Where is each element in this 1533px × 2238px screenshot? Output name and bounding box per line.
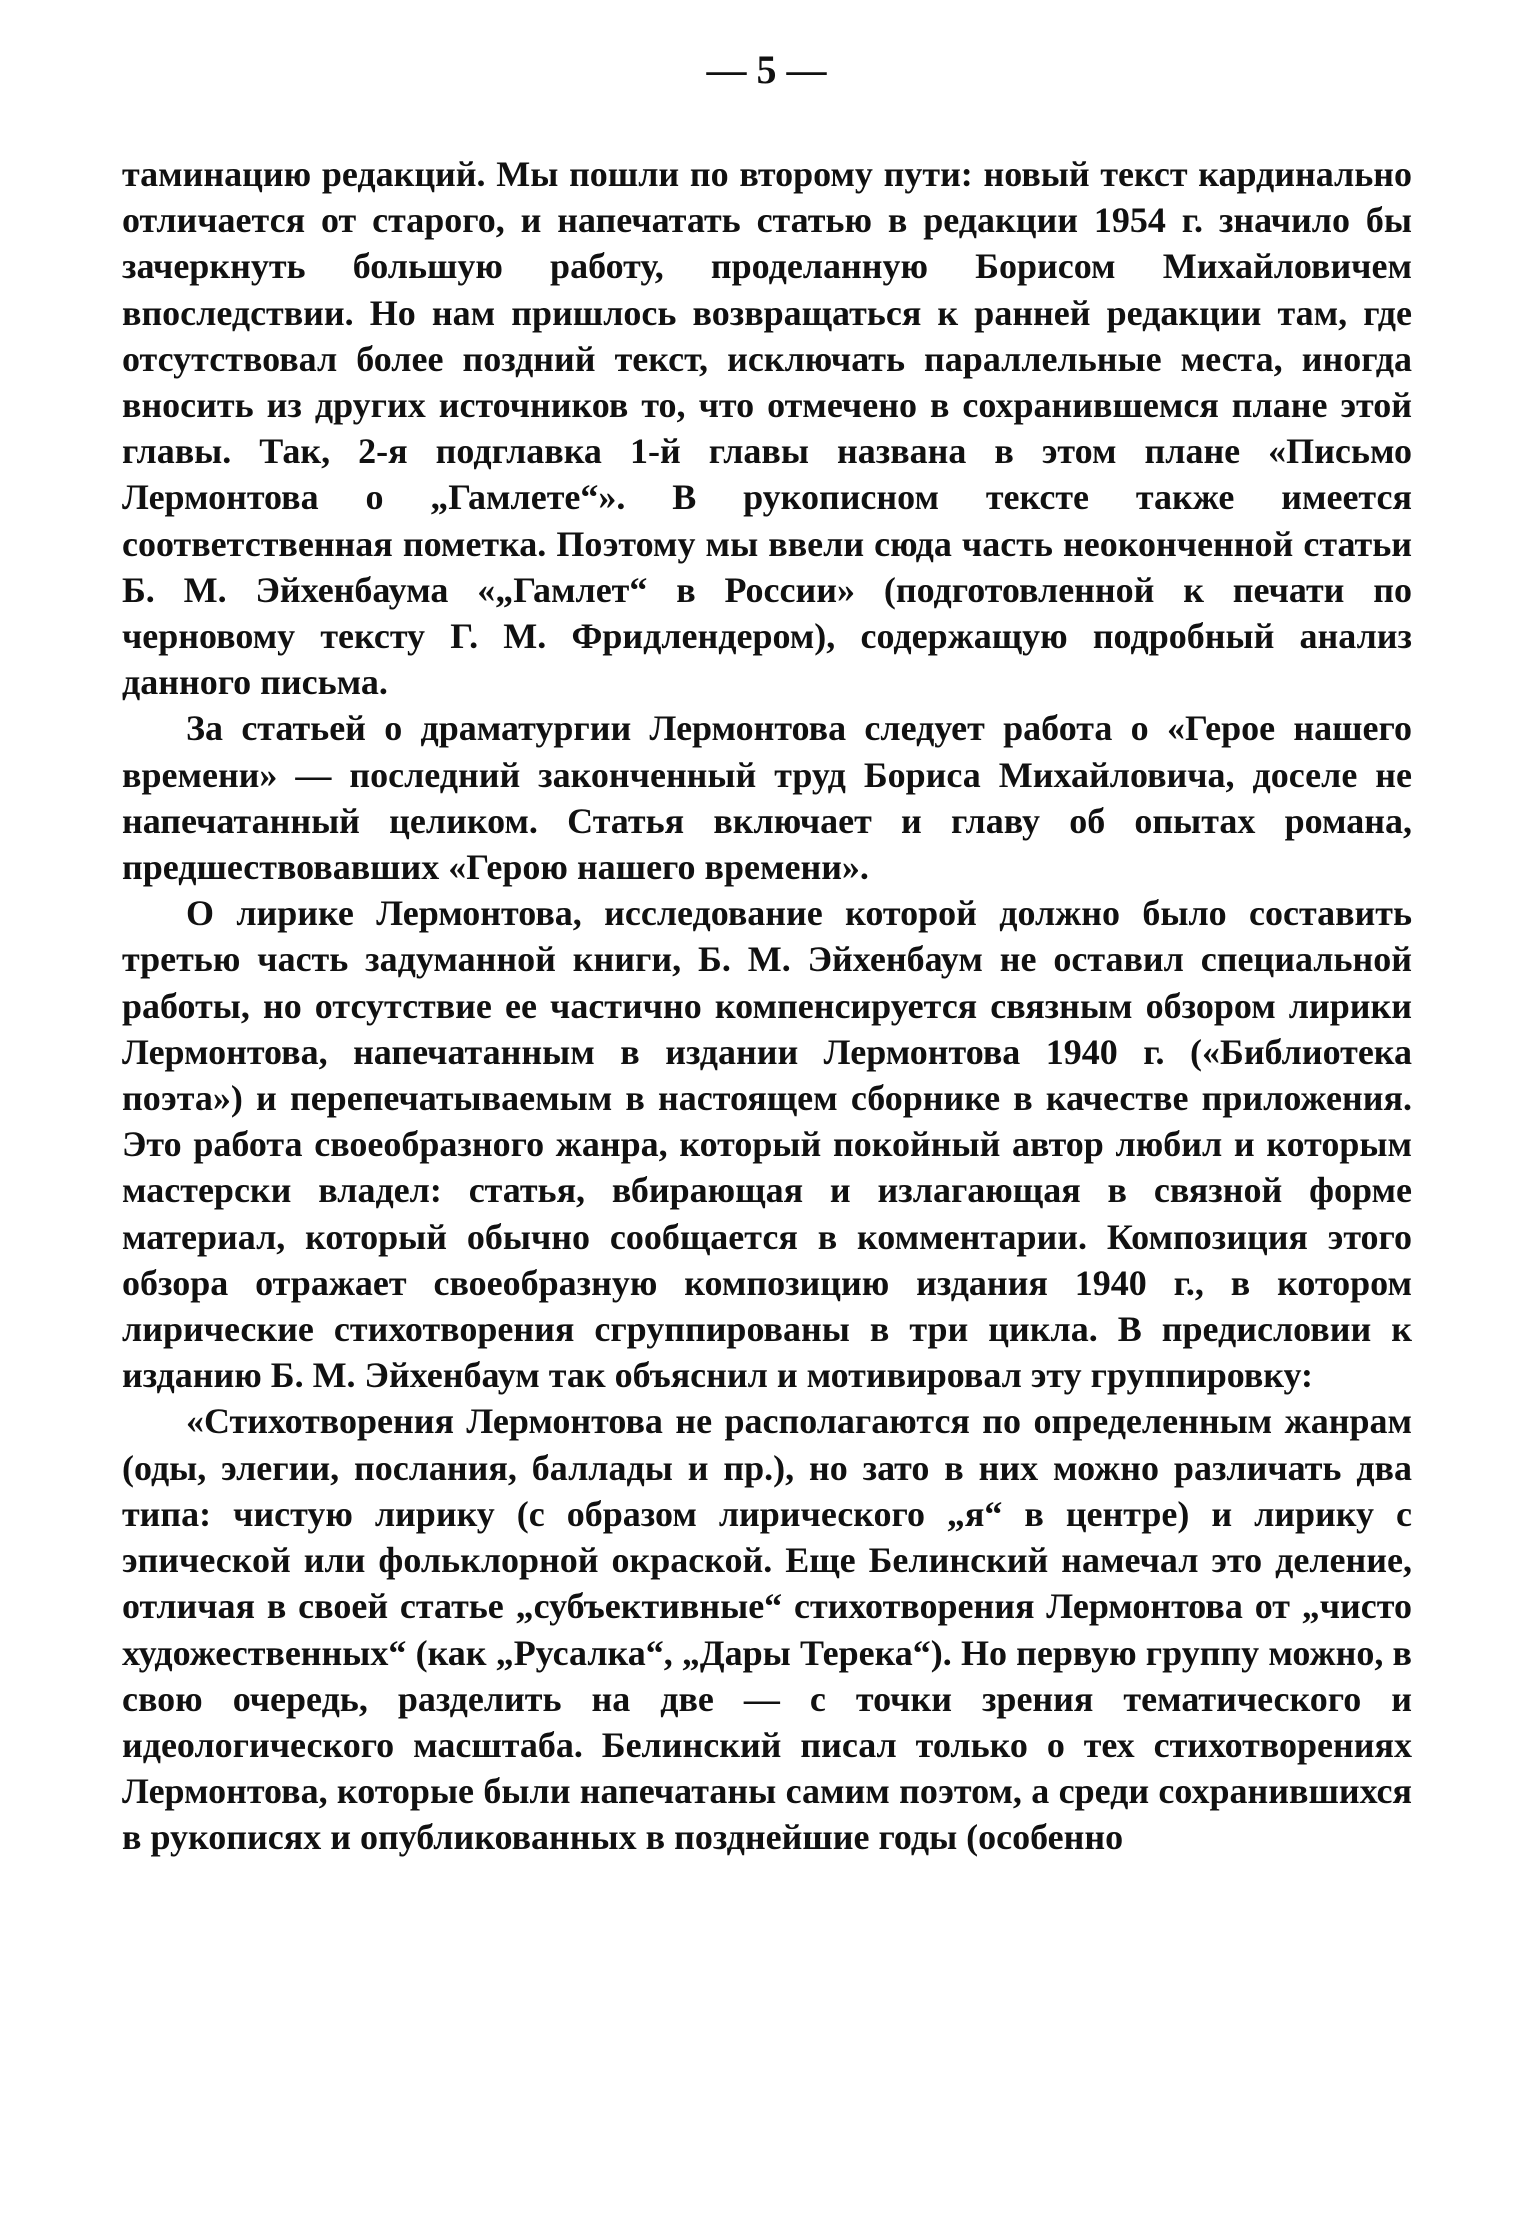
paragraph: За статьей о драматургии Лермонтова следует работа о «Герое нашего времени» — последний законченный труд Бориса Михайловича, доселе не напечатанный целиком. Статья включает и главу об опытах романа, предшествовавших «Герою нашего времени». bbox=[122, 708, 1412, 888]
body-text bbox=[122, 151, 1412, 2211]
paragraph: таминацию редакций. Мы пошли по второму пути: новый текст кардинально отличается от старого, и напечатать статью в редакции 1954 г. значило бы зачеркнуть большую работу, проделанную Борисом Михайловичем впоследствии. Но нам пришлось возвращаться к ранней редакции там, где отсутствовал более поздний текст, исключать параллельные места, иногда вносить из других источников то, что отмечено в сохранившемся плане этой главы. Так, 2-я подглавка 1-й главы названа в этом плане «Письмо Лермонтова о „Гамлете“». В рукописном тексте также имеется соответственная пометка. Поэтому мы ввели сюда часть неоконченной статьи Б. М. Эйхенбаума «„Гамлет“ в России» (подготовленной к печати по черновому тексту Г. М. Фридлендером), содержащую подробный анализ данного письма. bbox=[122, 154, 1412, 703]
paragraph: О лирике Лермонтова, исследование которой должно было составить третью часть задуманной книги, Б. М. Эйхенбаум не оставил специальной работы, но отсутствие ее частично компенсируется связным обзором лирики Лермонтова, напечатанным в издании Лермонтова 1940 г. («Библиотека поэта») и перепечатываемым в настоящем сборнике в качестве приложения. Это работа своеобразного жанра, который покойный автор любил и которым мастерски владел: статья, вбирающая и излагающая в связной форме материал, который обычно сообщается в комментарии. Композиция этого обзора отражает своеобразную композицию издания 1940 г., в котором лирические стихотворения сгруппированы в три цикла. В предисловии к изданию Б. М. Эйхенбаум так объяснил и мотивировал эту группировку: bbox=[122, 893, 1412, 1396]
page-number: — 5 — bbox=[706, 47, 827, 92]
paragraph: «Стихотворения Лермонтова не располагаются по определенным жанрам (оды, элегии, послания, баллады и пр.), но зато в них можно различать два типа: чистую лирику (с образом лирического „я“ в центре) и лирику с эпической или фольклорной окраской. Еще Белинский намечал это деление, отличая в своей статье „субъективные“ стихотворения Лермонтова от „чисто художественных“ (как „Русалка“, „Дары Терека“). Но первую группу можно, в свою очередь, разделить на две — с точки зрения тематического и идеологического масштаба. Белинский писал только о тех стихотворениях Лермонтова, которые были напечатаны самим поэтом, а среди сохранившихся в рукописях и опубликованных в позднейшие годы (особенно bbox=[122, 1401, 1412, 1858]
